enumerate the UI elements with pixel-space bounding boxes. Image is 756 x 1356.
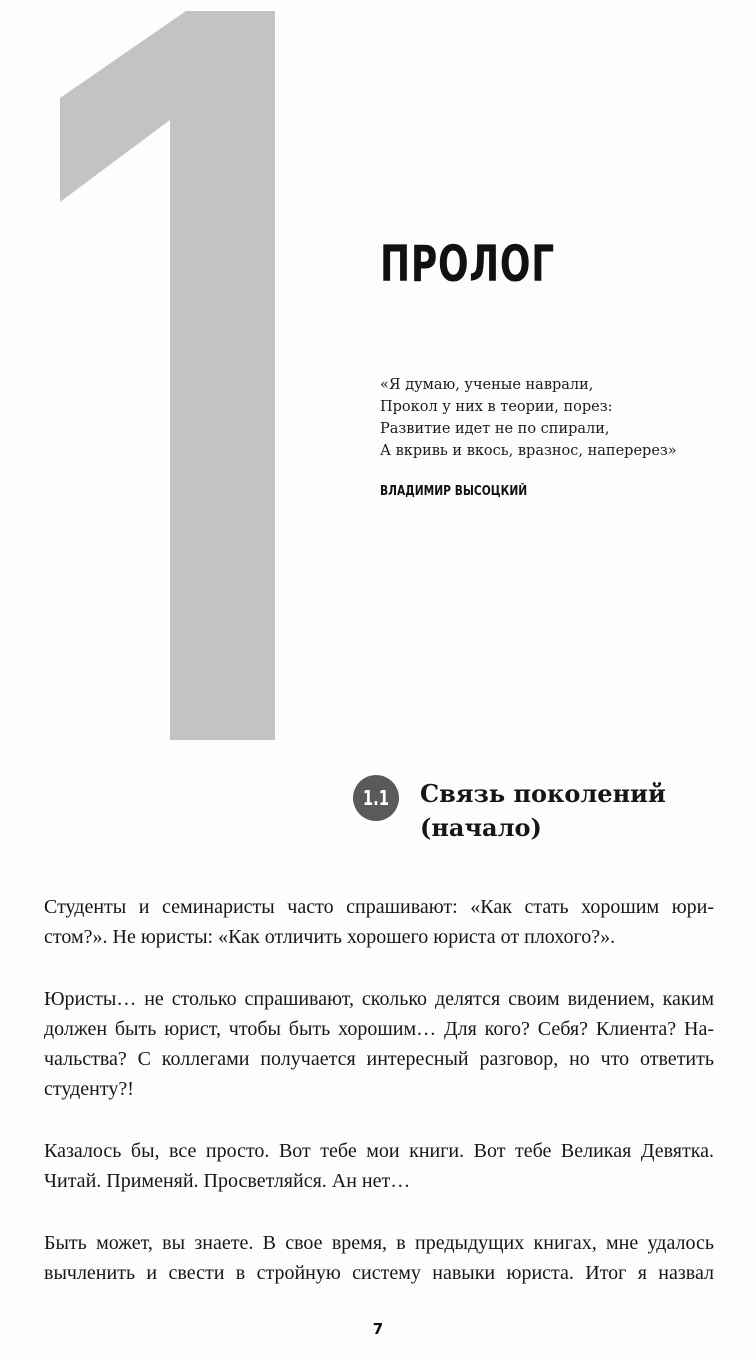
text-line: Юристы… не столько спрашивают, сколько делятся своим видением, каким (44, 988, 714, 1010)
chapter-title: ПРОЛОГ (380, 235, 555, 293)
text-line: Читай. Применяй. Просветляйся. Ан нет… (44, 1170, 411, 1192)
text-line: вычленить и свести в стройную систему навыки юриста. Итог я назвал (44, 1262, 714, 1284)
text-line: чальства? С коллегами получается интересный разговор, но что ответить (44, 1048, 714, 1070)
epigraph-line: А вкривь и вкось, вразнос, наперерез» (380, 443, 677, 459)
paragraph (44, 1136, 714, 1196)
text-line: должен быть юрист, чтобы быть хорошим… Для кого? Себя? Клиента? На- (44, 1018, 714, 1040)
text-line: Быть может, вы знаете. В свое время, в предыдущих книгах, мне удалось (44, 1232, 714, 1254)
epigraph-author: ВЛАДИМИР ВЫСОЦКИЙ (380, 484, 528, 499)
section-number: 1.1 (362, 786, 390, 810)
page-number: 7 (372, 1320, 384, 1338)
section-number-badge (353, 775, 399, 821)
epigraph-line: «Я думаю, ученые наврали, (380, 377, 594, 393)
section-title-line: Связь поколений (420, 779, 666, 808)
text-line: Казалось бы, все просто. Вот тебе мои книги. Вот тебе Великая Девятка. (44, 1140, 714, 1162)
text-line: Студенты и семинаристы часто спрашивают: «Как стать хорошим юри- (44, 896, 714, 918)
paragraph (44, 892, 714, 952)
chapter-number-graphic (0, 0, 300, 745)
text-line: стом?». Не юристы: «Как отличить хорошего юриста от плохого?». (44, 926, 616, 948)
paragraph (44, 984, 714, 1104)
body-text (44, 892, 714, 1320)
text-line: студенту?! (44, 1078, 134, 1100)
paragraph (44, 1228, 714, 1288)
epigraph (380, 374, 677, 462)
chapter-number-1 (60, 11, 275, 740)
epigraph-line: Прокол у них в теории, порез: (380, 399, 613, 415)
section-title-line: (начало) (420, 813, 542, 842)
epigraph-line: Развитие идет не по спирали, (380, 421, 610, 437)
section-title (420, 777, 720, 845)
